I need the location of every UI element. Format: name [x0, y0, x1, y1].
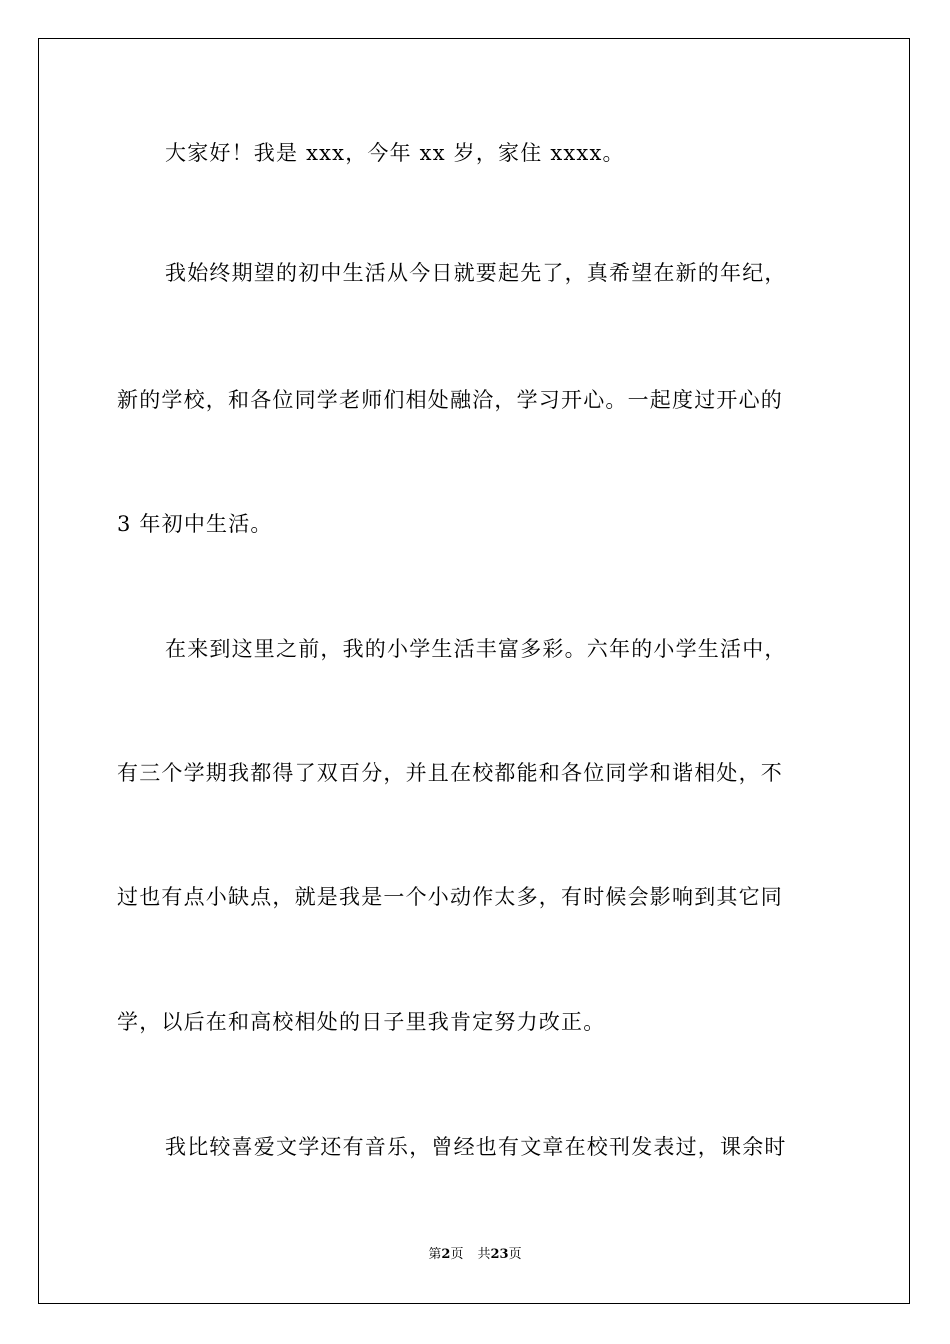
paragraph-line-7: 过也有点小缺点，就是我是一个小动作太多，有时候会影响到其它同 — [117, 885, 783, 909]
footer-page-suffix: 页 — [450, 1247, 464, 1262]
paragraph-line-6: 有三个学期我都得了双百分，并且在校都能和各位同学和谐相处，不 — [117, 761, 783, 785]
footer-total-prefix: 共 — [477, 1247, 491, 1262]
paragraph-line-5: 在来到这里之前，我的小学生活丰富多彩。六年的小学生活中， — [165, 637, 787, 661]
footer-page-number: 2 — [441, 1247, 451, 1262]
paragraph-line-1: 大家好！我是 xxx，今年 xx 岁，家住 xxxx。 — [165, 141, 625, 165]
paragraph-line-2: 我始终期望的初中生活从今日就要起先了，真希望在新的年纪， — [165, 261, 787, 285]
footer-total-suffix: 页 — [508, 1247, 522, 1262]
page-frame — [38, 38, 910, 1304]
paragraph-line-9: 我比较喜爱文学还有音乐，曾经也有文章在校刊发表过，课余时 — [165, 1135, 787, 1159]
paragraph-line-8: 学，以后在和高校相处的日子里我肯定努力改正。 — [117, 1010, 606, 1034]
page-footer — [0, 1246, 950, 1264]
paragraph-line-4: 3 年初中生活。 — [117, 512, 273, 536]
paragraph-line-3: 新的学校，和各位同学老师们相处融洽，学习开心。一起度过开心的 — [117, 388, 783, 412]
footer-total-pages: 23 — [490, 1247, 509, 1262]
footer-page-prefix: 第 — [428, 1247, 442, 1262]
